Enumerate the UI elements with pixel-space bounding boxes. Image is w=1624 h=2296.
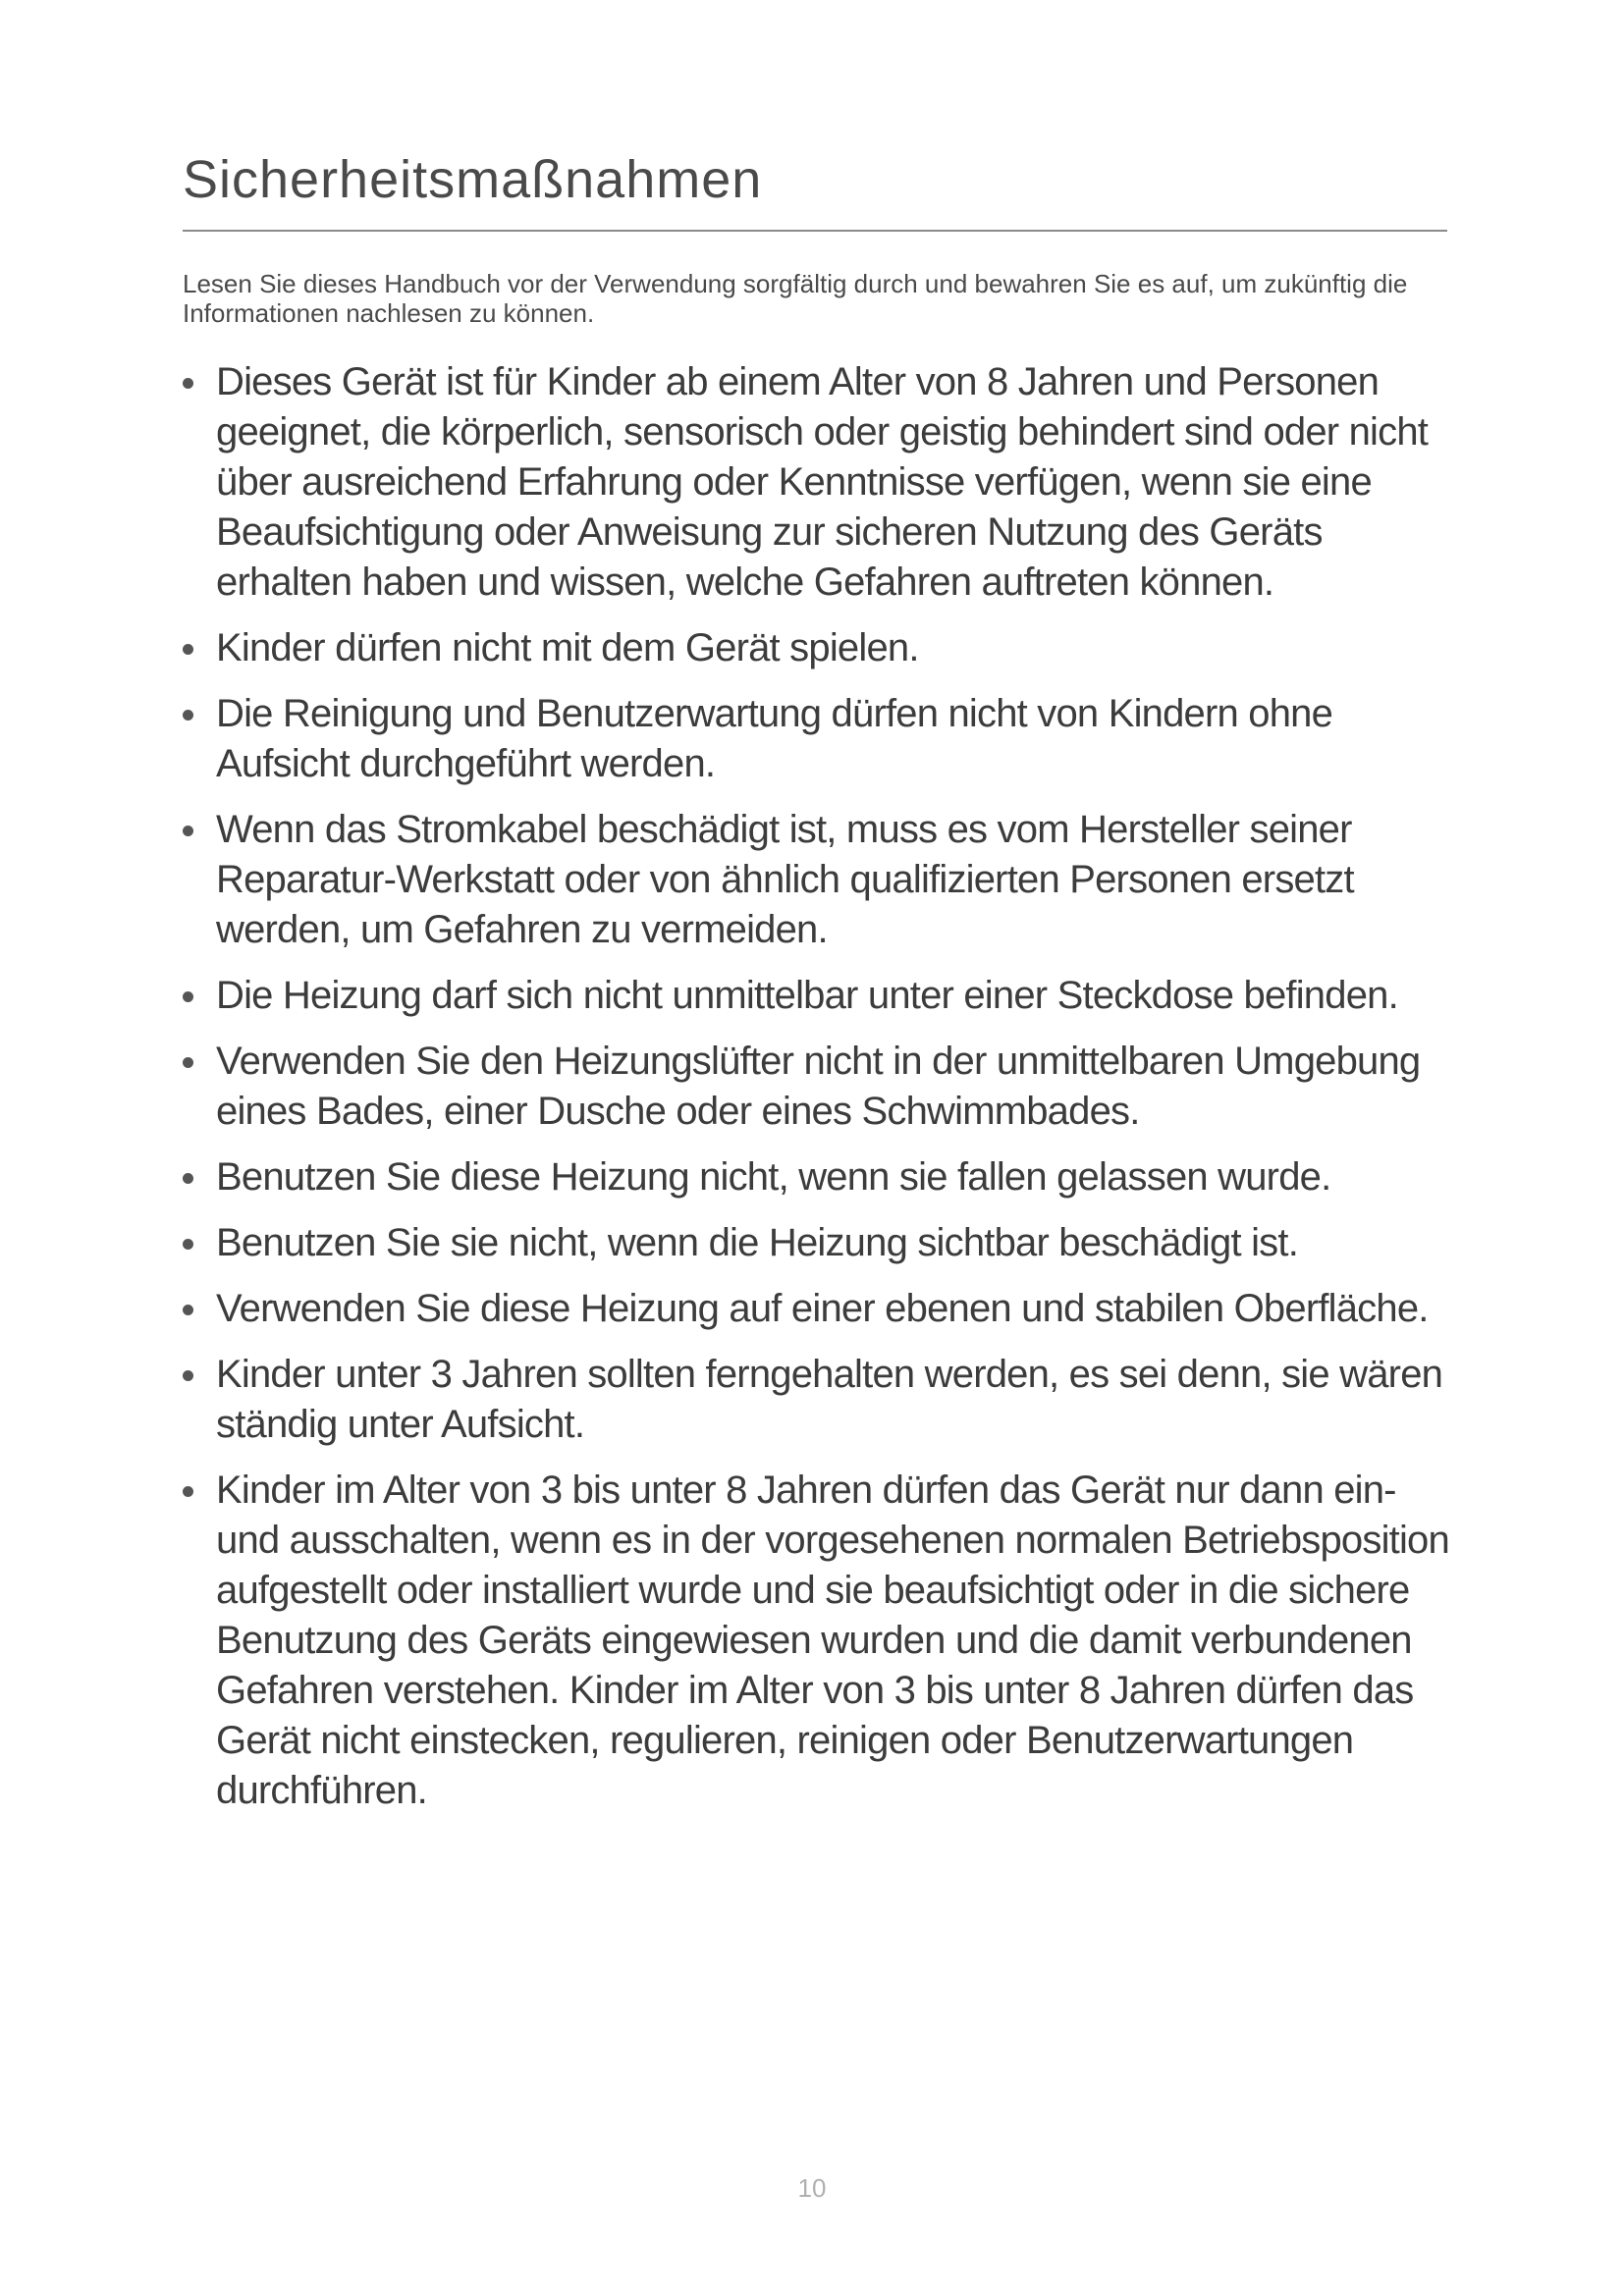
list-item	[183, 971, 1449, 1021]
bullet-icon	[183, 1057, 193, 1068]
list-item	[183, 1152, 1449, 1202]
list-item	[183, 1466, 1449, 1816]
list-item	[183, 689, 1449, 789]
bullet-icon	[183, 991, 193, 1002]
bullet-icon	[183, 826, 193, 836]
bullet-icon	[183, 1370, 193, 1381]
list-item	[183, 1350, 1449, 1450]
list-item	[183, 1037, 1449, 1137]
list-item-text: Kinder unter 3 Jahren sollten ferngehalten werden, es sei denn, sie wären ständig unter Aufsicht.	[216, 1353, 1443, 1446]
intro-text: Lesen Sie dieses Handbuch vor der Verwendung sorgfältig durch und bewahren Sie es auf, um zukünftig die Informationen nachlesen zu können.	[183, 269, 1408, 328]
bullet-icon	[183, 378, 193, 389]
bullet-icon	[183, 710, 193, 721]
list-item-text: Die Reinigung und Benutzerwartung dürfen nicht von Kindern ohne Aufsicht durchgeführt werden.	[216, 692, 1333, 785]
safety-list	[183, 357, 1449, 1832]
list-item-text: Kinder im Alter von 3 bis unter 8 Jahren dürfen das Gerät nur dann ein- und ausschalten, wenn es in der vorgesehenen normalen Betriebsposition aufgestellt oder installiert wurde und sie beaufsichtigt oder in die sichere Benutzung des Geräts eingewiesen wurden und die damit verbundenen Gefahren verstehen. Kinder im Alter von 3 bis unter 8 Jahren dürfen das Gerät nicht einstecken, regulieren, reinigen oder Benutzerwartungen durchführen.	[216, 1468, 1449, 1812]
list-item-text: Dieses Gerät ist für Kinder ab einem Alter von 8 Jahren und Personen geeignet, die körperlich, sensorisch oder geistig behindert sind oder nicht über ausreichend Erfahrung oder Kenntnisse verfügen, wenn sie eine Beaufsichtigung oder Anweisung zur sicheren Nutzung des Geräts erhalten haben und wissen, welche Gefahren auftreten können.	[216, 360, 1429, 604]
bullet-icon	[183, 1239, 193, 1250]
bullet-icon	[183, 1173, 193, 1184]
page-title: Sicherheitsmaßnahmen	[183, 150, 763, 209]
list-item-text: Kinder dürfen nicht mit dem Gerät spielen.	[216, 626, 919, 669]
list-item	[183, 623, 1449, 673]
list-item-text: Die Heizung darf sich nicht unmittelbar unter einer Steckdose befinden.	[216, 974, 1398, 1017]
list-item-text: Benutzen Sie sie nicht, wenn die Heizung sichtbar beschädigt ist.	[216, 1221, 1299, 1264]
list-item-text: Benutzen Sie diese Heizung nicht, wenn sie fallen gelassen wurde.	[216, 1155, 1331, 1199]
list-item-text: Verwenden Sie diese Heizung auf einer ebenen und stabilen Oberfläche.	[216, 1287, 1429, 1330]
list-item	[183, 1284, 1449, 1334]
bullet-icon	[183, 1486, 193, 1497]
title-divider	[183, 230, 1447, 232]
bullet-icon	[183, 1305, 193, 1315]
bullet-icon	[183, 644, 193, 655]
list-item	[183, 1218, 1449, 1268]
list-item	[183, 357, 1449, 608]
list-item	[183, 805, 1449, 955]
list-item-text: Wenn das Stromkabel beschädigt ist, muss es vom Hersteller seiner Reparatur-Werkstatt oder von ähnlich qualifizierten Personen ersetzt werden, um Gefahren zu vermeiden.	[216, 808, 1354, 951]
list-item-text: Verwenden Sie den Heizungslüfter nicht in der unmittelbaren Umgebung eines Bades, einer Dusche oder eines Schwimmbades.	[216, 1040, 1421, 1133]
page-number: 10	[797, 2173, 827, 2203]
